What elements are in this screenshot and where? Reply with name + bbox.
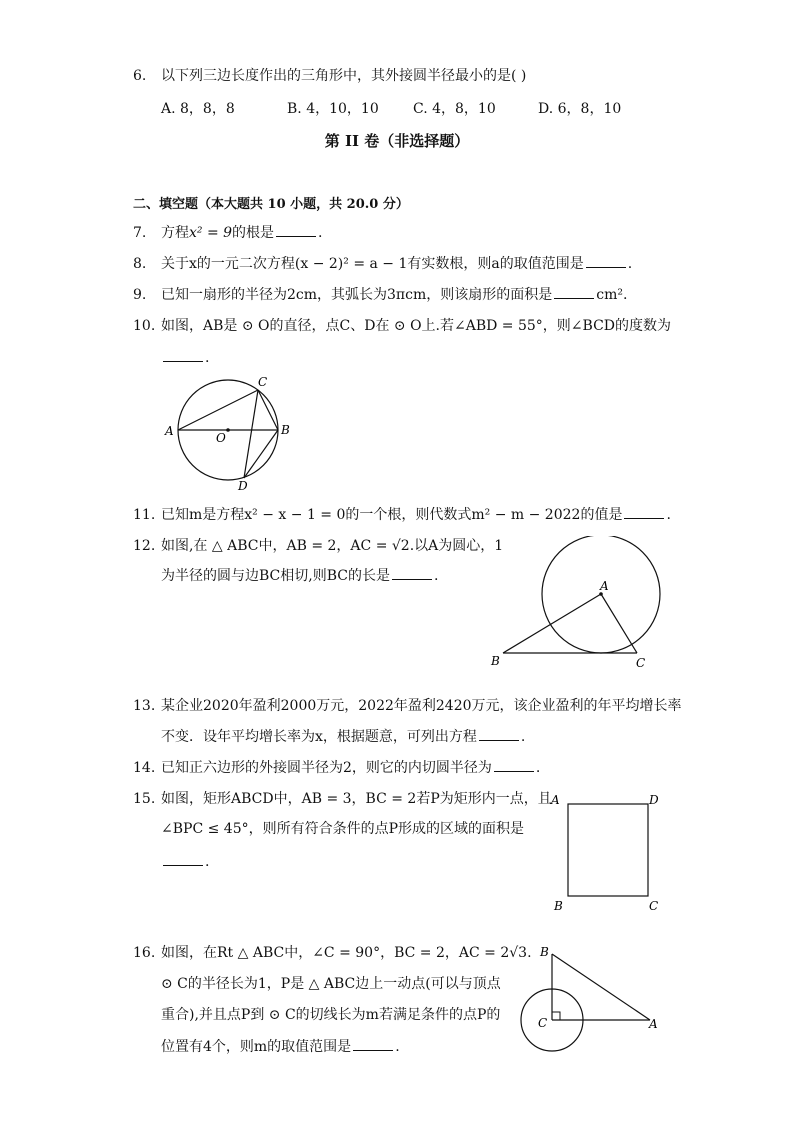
answer-blank	[479, 728, 519, 741]
question-10-line2	[161, 348, 209, 368]
question-number: 13.	[133, 698, 156, 714]
answer-blank	[276, 224, 316, 237]
punctuation: .	[433, 568, 439, 584]
question-16	[133, 943, 532, 963]
question-13-line2	[161, 727, 525, 747]
question-text: 关于x的一元二次方程(x − 2)² = a − 1有实数根，则a的取值范围是	[161, 256, 584, 272]
punctuation: .	[627, 256, 633, 272]
figure-12-triangle	[485, 536, 670, 670]
option-c: C. 4，8，10	[413, 101, 496, 117]
question-number: 16.	[133, 945, 156, 961]
answer-blank	[624, 506, 664, 519]
punctuation: .	[318, 225, 323, 241]
question-number: 12.	[133, 538, 156, 554]
answer-blank	[392, 567, 432, 580]
question-16-line3	[161, 1005, 500, 1025]
label-d: D	[238, 479, 248, 493]
part-title: 第 II 卷（非选择题）	[324, 132, 470, 150]
question-15-line3	[161, 852, 209, 872]
question-text-line1: 如图，在Rt △ ABC中，∠C = 90°，BC = 2，AC = 2√3.	[161, 945, 532, 961]
question-text: 已知一扇形的半径为2cm，其弧长为3πcm，则该扇形的面积是	[161, 287, 553, 303]
label-c: C	[636, 656, 646, 670]
label-b: B	[491, 654, 500, 668]
option-d: D. 6，8，10	[538, 101, 622, 117]
question-text-line2: ∠BPC ≤ 45°，则所有符合条件的点P形成的区域的面积是	[161, 821, 525, 837]
answer-blank	[163, 853, 203, 866]
question-text-a: 方程	[161, 225, 189, 241]
chord-cb	[258, 390, 278, 430]
chord-cd	[244, 390, 258, 478]
answer-blank	[353, 1038, 393, 1051]
label-d: D	[649, 793, 659, 807]
side-ab	[503, 594, 601, 653]
chord-ac	[178, 390, 258, 430]
side-ab	[552, 954, 650, 1020]
option-a: A. 8，8，8	[161, 101, 235, 117]
question-13	[133, 696, 682, 716]
punctuation: .	[205, 854, 210, 870]
label-b: B	[554, 899, 563, 913]
question-12	[133, 536, 503, 556]
question-number: 14.	[133, 760, 156, 776]
punctuation: .	[205, 350, 210, 366]
label-a: A	[551, 793, 560, 807]
question-text-line1: 如图，矩形ABCD中，AB = 3，BC = 2若P为矩形内一点，且	[161, 791, 552, 807]
punctuation: .	[535, 760, 541, 776]
section-heading: 二、填空题（本大题共 10 小题，共 20.0 分）	[133, 197, 409, 212]
answer-blank	[494, 759, 534, 772]
label-o: O	[216, 431, 226, 445]
label-a: A	[649, 1017, 658, 1031]
answer-blank	[554, 286, 594, 299]
question-number: 11.	[133, 507, 156, 523]
question-6	[133, 66, 526, 86]
chord-db	[244, 430, 278, 478]
question-15	[133, 789, 552, 809]
question-7	[133, 223, 323, 243]
label-b: B	[540, 945, 549, 959]
label-c: C	[258, 375, 268, 389]
question-text: 已知正六边形的外接圆半径为2，则它的内切圆半径为	[161, 760, 492, 776]
rectangle-abcd	[568, 804, 648, 896]
question-16-line2	[161, 974, 501, 994]
answer-blank	[586, 255, 626, 268]
label-c: C	[649, 899, 659, 913]
question-number: 6.	[133, 68, 147, 84]
question-10	[133, 316, 671, 336]
question-text-line2: 为半径的圆与边BC相切,则BC的长是	[161, 568, 390, 584]
question-text-line4: 位置有4个，则m的取值范围是	[161, 1039, 352, 1055]
question-text-line2: ⊙ C的半径长为1，P是 △ ABC边上一动点(可以与顶点	[161, 976, 501, 992]
side-ac	[601, 594, 637, 653]
punctuation: .	[666, 507, 671, 523]
punctuation: .	[395, 1039, 400, 1055]
question-16-line4	[161, 1037, 400, 1057]
question-14	[133, 758, 540, 778]
option-b: B. 4，10，10	[287, 101, 379, 117]
label-b: B	[281, 423, 290, 437]
center-point	[226, 428, 230, 432]
question-number: 7.	[133, 225, 147, 241]
question-number: 10.	[133, 318, 156, 334]
label-a: A	[600, 579, 609, 593]
answer-blank	[163, 349, 203, 362]
question-text-line1: 如图,在 △ ABC中，AB = 2，AC = √2.以A为圆心，1	[161, 538, 504, 554]
question-text: 以下列三边长度作出的三角形中，其外接圆半径最小的是( )	[161, 68, 527, 84]
figure-10-circle	[160, 372, 300, 494]
question-text-line1: 某企业2020年盈利2000万元，2022年盈利2420万元，该企业盈利的年平均增长率	[161, 698, 682, 714]
label-a: A	[165, 424, 174, 438]
question-number: 8.	[133, 256, 147, 272]
question-number: 15.	[133, 791, 156, 807]
question-text: 如图，AB是 ⊙ O的直径，点C、D在 ⊙ O上.若∠ABD = 55°，则∠BCD的度数为	[161, 318, 672, 334]
question-text-b: 的根是	[232, 225, 275, 241]
question-text-line2: 不变．设年平均增长率为x，根据题意，可列出方程	[161, 729, 477, 745]
question-8	[133, 254, 632, 274]
unit: cm².	[596, 287, 628, 303]
punctuation: .	[520, 729, 526, 745]
question-number: 9.	[133, 287, 147, 303]
question-text-line3: 重合),并且点P到 ⊙ C的切线长为m若满足条件的点P的	[161, 1007, 501, 1023]
question-text: 已知m是方程x² − x − 1 = 0的一个根，则代数式m² − m − 2022的值是	[161, 507, 623, 523]
question-12-line2	[161, 566, 438, 586]
right-angle-mark	[552, 1012, 560, 1020]
equation: x² = 9	[189, 225, 233, 241]
figure-15-rectangle	[548, 790, 664, 916]
question-15-line2	[161, 819, 524, 839]
question-9	[133, 285, 627, 305]
label-c: C	[538, 1016, 548, 1030]
question-11	[133, 505, 671, 525]
figure-16-right-triangle	[520, 940, 670, 1060]
